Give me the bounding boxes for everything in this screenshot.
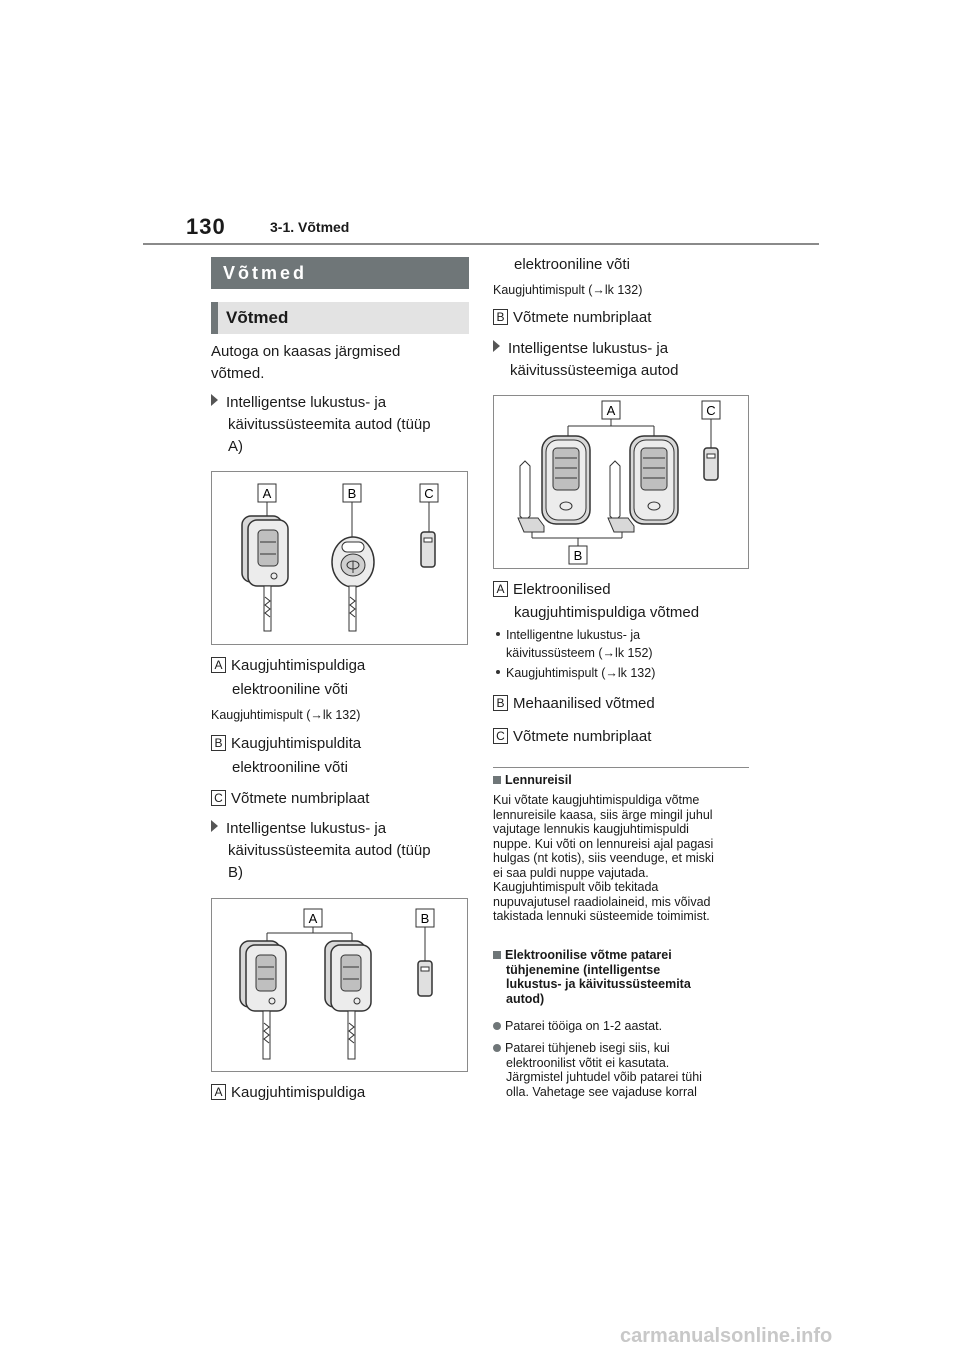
arrow-heading-type-a: Intelligentse lukustus- ja <box>211 392 386 414</box>
figure-label-b-text: B <box>573 548 583 563</box>
triangle-arrow-icon <box>493 340 500 352</box>
section-heading-bar: Võtmed <box>211 257 469 289</box>
badge-b: B <box>493 309 508 325</box>
badge-b: B <box>211 735 226 751</box>
note-line: ei saa puldi nuppe vajutada. <box>493 865 649 880</box>
dot-item-line: elektroonilist võtit ei kasutata. <box>506 1055 670 1070</box>
bullet-icon <box>496 670 500 674</box>
item-a-description: A Kaugjuhtimispuldiga <box>211 655 365 677</box>
note-line: nupuvajutusel raadiolaineid, mis võivad <box>493 894 711 909</box>
badge-a: A <box>493 581 508 597</box>
smart-key-fob-icon <box>542 436 590 524</box>
arrow-heading-type-a-line-3: A) <box>228 438 243 455</box>
bullet-item-1: Intelligentne lukustus- ja <box>496 626 640 644</box>
figure-label-b-text: B <box>347 486 357 501</box>
item-a-smart-line-2: kaugjuhtimispuldiga võtmed <box>514 604 700 621</box>
figure-label-c-text: C <box>706 403 716 418</box>
note-line: vajutage lennukis kaugjuhtimispuldi <box>493 822 689 836</box>
arrow-heading-smart-line-2: käivitussüsteemiga autod <box>510 362 679 379</box>
item-b-description: B Kaugjuhtimispuldita <box>211 733 361 755</box>
mechanical-key-icon <box>518 461 544 532</box>
remote-flip-key-icon <box>242 516 288 631</box>
header-divider <box>143 243 819 245</box>
figure-label-a-text: A <box>262 486 272 501</box>
note-heading-line: autod) <box>506 991 545 1006</box>
bullet-icon <box>496 632 500 636</box>
bullet-item-1-line-2: käivitussüsteem (→lk 152) <box>506 646 653 660</box>
subsection-heading-bar: Võtmed <box>211 302 469 334</box>
badge-c: C <box>211 790 226 806</box>
note-line: Kaugjuhtimispult võib tekitada <box>493 880 659 894</box>
note-line: hulgas (nt kotis), siis veenduge, et miski <box>493 851 714 865</box>
badge-b: B <box>493 695 508 711</box>
badge-c: C <box>493 728 508 744</box>
key-number-plate-icon <box>704 448 718 480</box>
arrow-heading-type-b-line-3: B) <box>228 864 243 881</box>
item-b-mechanical: B Mehaanilised võtmed <box>493 693 655 715</box>
item-a-reference: Kaugjuhtimispult (→lk 132) <box>211 708 361 722</box>
remote-flip-key-icon <box>325 941 371 1059</box>
figure-label-a-text: A <box>308 911 318 926</box>
round-bullet-icon <box>493 1044 501 1052</box>
figure-keys-type-a <box>211 471 468 645</box>
figure-label-a-text: A <box>606 403 616 418</box>
key-number-plate-icon <box>418 961 432 996</box>
note-heading-line: tühjenemine (intelligentse <box>506 962 661 977</box>
key-without-remote-icon <box>332 537 374 631</box>
badge-a: A <box>211 1084 226 1100</box>
dot-item-line: olla. Vahetage see vajaduse korral <box>506 1084 697 1099</box>
figure-keys-smart <box>493 395 749 569</box>
key-number-plate-icon <box>421 532 435 567</box>
keys-illustration-smart <box>494 396 748 568</box>
triangle-arrow-icon <box>211 394 218 406</box>
dot-item-1: Patarei tööiga on 1-2 aastat. <box>493 1019 662 1034</box>
notes-divider <box>493 767 749 768</box>
intro-line-1: Autoga on kaasas järgmised <box>211 343 401 360</box>
page-number: 130 <box>186 214 226 239</box>
keys-illustration-type-a <box>212 472 467 644</box>
note-line: lennureisile kaasa, siis ärge mingil juhul <box>493 807 713 822</box>
note-heading-air-travel: Lennureisil <box>493 773 572 788</box>
note-line: takistada lennuki süsteemide toimimist. <box>493 909 710 923</box>
badge-a: A <box>211 657 226 673</box>
item-a2-description: A Kaugjuhtimispuldiga <box>211 1082 365 1104</box>
note-heading-line: lukustus- ja käivitussüsteemita <box>506 977 691 991</box>
note-body-air-travel <box>493 793 753 924</box>
item-a-smart-description: A Elektroonilised <box>493 579 611 601</box>
item-a-line-2: elektrooniline võti <box>232 681 348 698</box>
bullet-item-2: Kaugjuhtimispult (→lk 132) <box>496 664 655 682</box>
arrow-heading-type-b-line-2: käivitussüsteemita autod (tüüp <box>228 842 431 859</box>
note-heading-battery: Elektroonilise võtme patarei tühjenemine (intelligentse lukustus- ja käivitussüsteemita autod) <box>493 948 691 1006</box>
item-c-description: C Võtmete numbriplaat <box>211 788 369 810</box>
intro-line-2: võtmed. <box>211 365 265 382</box>
figure-label-b-text: B <box>420 911 430 926</box>
arrow-heading-smart: Intelligentse lukustus- ja <box>493 338 668 360</box>
item-b-number-plate: B Võtmete numbriplaat <box>493 307 651 329</box>
remote-flip-key-icon <box>240 941 286 1059</box>
continued-item-a-reference: Kaugjuhtimispult (→lk 132) <box>493 283 643 297</box>
keys-illustration-type-b <box>212 899 467 1071</box>
continued-item-a-line: elektrooniline võti <box>514 256 630 273</box>
section-title: 3-1. Võtmed <box>270 219 350 235</box>
arrow-heading-type-a-line-2: käivitussüsteemita autod (tüüp <box>228 416 431 433</box>
arrow-heading-type-b: Intelligentse lukustus- ja <box>211 818 386 840</box>
square-bullet-icon <box>493 951 501 959</box>
note-line: Kui võtate kaugjuhtimispuldiga võtme <box>493 793 700 807</box>
note-line: nuppe. Kui võti on lennureisi ajal pagasi <box>493 836 714 851</box>
dot-item-line: Järgmistel juhtudel võib patarei tühi <box>506 1070 702 1084</box>
dot-item-2: Patarei tühjeneb isegi siis, kui elektroonilist võtit ei kasutata. Järgmistel juhtudel võib patarei tühi olla. Vahetage see vajaduse korral <box>493 1041 702 1099</box>
item-c-number-plate: C Võtmete numbriplaat <box>493 726 651 748</box>
watermark: carmanualsonline.info <box>620 1325 833 1347</box>
triangle-arrow-icon <box>211 820 218 832</box>
round-bullet-icon <box>493 1022 501 1030</box>
figure-keys-type-b <box>211 898 468 1072</box>
square-bullet-icon <box>493 776 501 784</box>
smart-key-fob-icon <box>630 436 678 524</box>
item-b-line-2: elektrooniline võti <box>232 759 348 776</box>
figure-label-c-text: C <box>424 486 434 501</box>
